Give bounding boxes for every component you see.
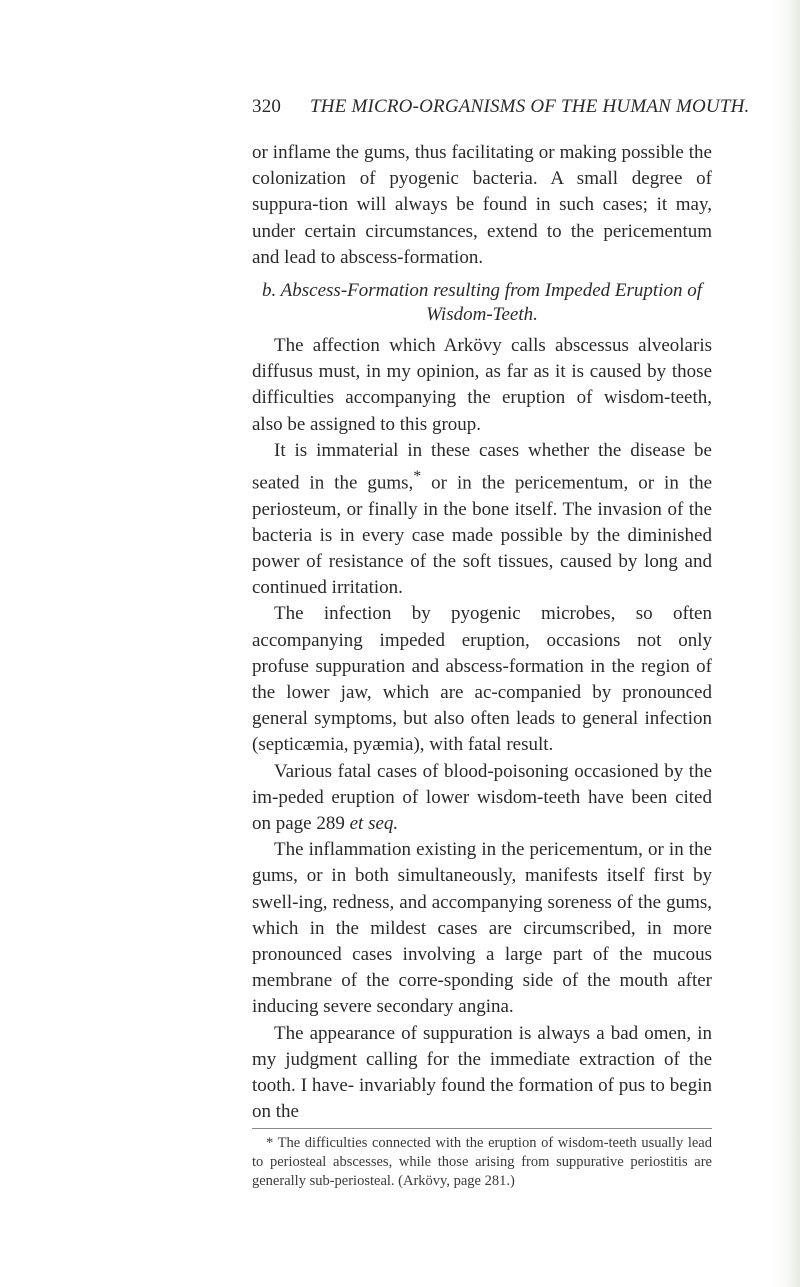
page-number: 320	[252, 96, 282, 117]
section-label: b.	[262, 280, 277, 302]
paragraph-fatal-cases	[252, 759, 712, 838]
paragraph-immaterial-end: or in the pericementum, or in the periosteum, or finally in the bone itself. The invasion of the bacteria is in every case made possible by the diminished power of resistance of the soft tissues, caused by long and continued irritation.	[252, 472, 713, 599]
section-title: Abscess-Formation resulting from Impeded Eruption of Wisdom-Teeth.	[280, 280, 702, 326]
paragraph-inflammation: The inflammation existing in the pericementum, or in the gums, or in both simultaneously, manifests itself first by swell-ing, redness, and accompanying soreness of the gums, which in the mildest cases are circumscribed, in more pronounced cases involving a large part of the mucous membrane of the corre-sponding side of the mouth after inducing severe secondary angina.	[252, 839, 712, 1018]
footnote-marker: *	[413, 468, 422, 486]
footnote: * The difficulties connected with the eruption of wisdom-teeth usually lead to periosteal abscesses, while those arising from suppurative periostitis are generally sub-periosteal. (Arkövy, page 281.)	[252, 1135, 712, 1189]
paragraph-arkovy: The affection which Arkövy calls abscessus alveolaris diffusus must, in my opinion, as far as it is caused by those difficulties accompanying the eruption of wisdom-teeth, also be assigned to this group.	[252, 335, 712, 435]
page-edge-shadow	[786, 0, 800, 1287]
running-title: THE MICRO-ORGANISMS OF THE HUMAN MOUTH.	[310, 96, 750, 117]
footnote-rule	[252, 1128, 712, 1129]
paragraph-suppuration: The appearance of suppuration is always a bad omen, in my judgment calling for the immediate extraction of the tooth. I have- invariably found the formation of pus to begin on the	[252, 1022, 712, 1123]
paragraph-immaterial-start: It is immaterial in these cases whether the disease be seated in the gums,	[252, 439, 712, 494]
body-text	[252, 140, 712, 1125]
section-heading	[252, 279, 712, 327]
paragraph-continued: or inflame the gums, thus facilitating or making possible the colonization of pyogenic bacteria. A small degree of suppura-tion will always be found in such cases; it may, under certain circumstances, extend to the pericementum and lead to abscess-formation.	[252, 142, 712, 268]
et-seq: et seq.	[349, 813, 399, 834]
paragraph-immaterial	[252, 438, 712, 602]
paragraph-infection: The infection by pyogenic microbes, so often accompanying impeded eruption, occasions not only profuse suppuration and abscess-formation in the region of the lower jaw, which are ac-companied by pronounced general symptoms, but also often leads to general infection (septicæmia, pyæmia), with fatal result.	[252, 603, 712, 756]
paragraph-fatal-cases-text: Various fatal cases of blood-poisoning occasioned by the im-peded eruption of lower wisdom-teeth have been cited on page 289	[252, 760, 712, 834]
